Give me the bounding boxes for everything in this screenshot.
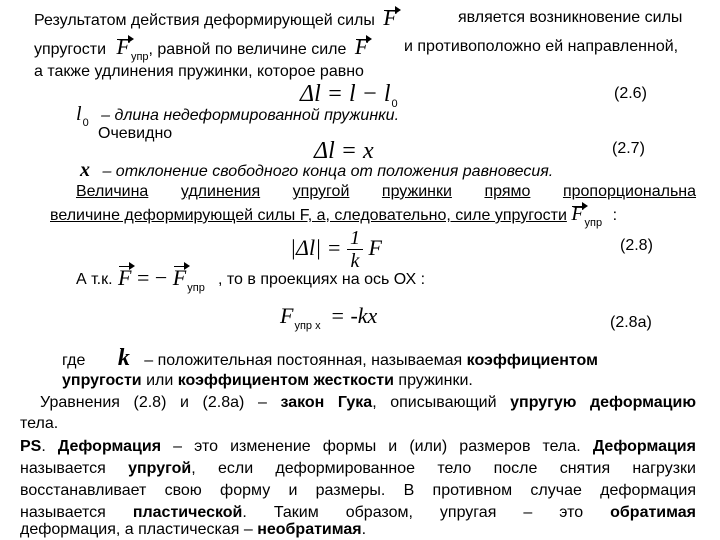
- word: Величина: [76, 183, 149, 200]
- term: закон Гука: [280, 394, 373, 411]
- term: Деформация: [592, 438, 696, 455]
- term: коэффициентом жесткости: [177, 372, 394, 389]
- formula: = -kx: [330, 303, 378, 328]
- text: где: [62, 352, 86, 369]
- text: тела.: [20, 415, 59, 432]
- text: является возникновение силы: [458, 9, 683, 26]
- text: , то в проекциях на ось ОХ :: [218, 271, 426, 288]
- symbol: F: [280, 303, 294, 328]
- equation-2-7: Δl = x: [314, 138, 374, 164]
- term: обратимая: [610, 504, 696, 521]
- symbol: F: [368, 235, 382, 260]
- text-line: [20, 436, 696, 458]
- text: величине деформирующей силы F, а, следовательно, силе упругости: [50, 207, 567, 224]
- equation-number: (2.7): [612, 140, 645, 157]
- term: упругой: [128, 460, 192, 477]
- equation-2-8: [290, 226, 382, 272]
- text: Результатом действия деформирующей силы: [34, 12, 375, 29]
- text: – это изменение формы и (или) размеров тела.: [173, 438, 581, 455]
- subscript: 0: [82, 117, 89, 129]
- force-vector-symbol: F: [118, 265, 132, 290]
- text: называется: [20, 504, 106, 521]
- text: а также удлинения пружинки, которое равно: [34, 63, 364, 80]
- elastic-force-vector-symbol: F: [172, 265, 187, 290]
- word: прямо: [484, 183, 531, 200]
- subscript: упр х: [294, 320, 321, 332]
- subscript: упр: [130, 51, 149, 63]
- symbol: k: [117, 345, 130, 371]
- text-line: [62, 345, 598, 371]
- symbol: l: [76, 103, 82, 125]
- text: .: [361, 521, 367, 538]
- denominator: k: [350, 250, 360, 273]
- term: упругую деформацию: [510, 394, 697, 411]
- term: необратимая: [257, 521, 362, 538]
- text: пружинки.: [398, 372, 473, 389]
- text: .: [41, 438, 46, 455]
- word: пропорциональна: [562, 183, 697, 200]
- term: пластической: [132, 504, 243, 521]
- text: – положительная постоянная, называемая: [144, 352, 463, 369]
- operator: = −: [136, 265, 168, 290]
- equation-vector: [118, 264, 205, 302]
- fraction: [347, 227, 363, 272]
- text-line: [20, 520, 366, 540]
- text: , описывающий: [372, 394, 497, 411]
- equation-number: (2.6): [614, 85, 647, 102]
- text: А т.к.: [76, 271, 113, 288]
- term: Деформация: [57, 438, 162, 455]
- text-line: [34, 5, 401, 31]
- formula: Δl = l − l: [300, 81, 391, 107]
- term: коэффициентом: [466, 352, 598, 369]
- text-line: [20, 480, 696, 502]
- equation-number: (2.8): [620, 237, 653, 254]
- subscript: упр: [187, 282, 205, 294]
- text-line: [76, 181, 696, 203]
- text: , если деформированное тело после снятия нагрузки: [191, 460, 696, 477]
- word: удлинения: [180, 183, 261, 200]
- text: называется: [20, 460, 106, 477]
- text: , равной по величине силе: [148, 41, 347, 58]
- text-line: [20, 458, 696, 480]
- force-vector-symbol: F: [354, 34, 369, 59]
- subscript: 0: [391, 98, 398, 110]
- text-line: [62, 371, 473, 391]
- formula: |Δl| =: [290, 235, 342, 260]
- text: Очевидно: [98, 125, 173, 142]
- text: Уравнения (2.8) и (2.8а) –: [40, 394, 267, 411]
- text: деформация, а пластическая –: [20, 521, 253, 538]
- force-vector-symbol: F: [383, 5, 397, 30]
- text: упругости: [34, 41, 107, 58]
- text: и противоположно ей направленной,: [404, 38, 679, 55]
- text: – длина недеформированной пружинки.: [101, 107, 400, 124]
- elastic-force-vector-symbol: F: [571, 203, 584, 225]
- term: PS: [20, 438, 42, 455]
- text-line: [80, 160, 553, 182]
- equation-2-8a: [280, 302, 377, 340]
- text: восстанавливает свою форму и размеры. В противном случае деформация: [20, 482, 696, 499]
- numerator: 1: [347, 227, 363, 250]
- subscript: упр: [584, 217, 603, 229]
- text: – отклонение свободного конца от положения равновесия.: [102, 163, 554, 180]
- text: . Таким образом, упругая – это: [242, 504, 584, 521]
- text-line: [40, 392, 696, 414]
- word: упругой: [292, 183, 350, 200]
- term: упругости: [62, 372, 142, 389]
- text: или: [146, 372, 174, 389]
- elastic-force-vector-symbol: F: [116, 34, 130, 59]
- colon: :: [612, 207, 618, 224]
- word: пружинки: [381, 183, 452, 200]
- equation-number: (2.8а): [610, 314, 652, 331]
- symbol: x: [80, 159, 90, 181]
